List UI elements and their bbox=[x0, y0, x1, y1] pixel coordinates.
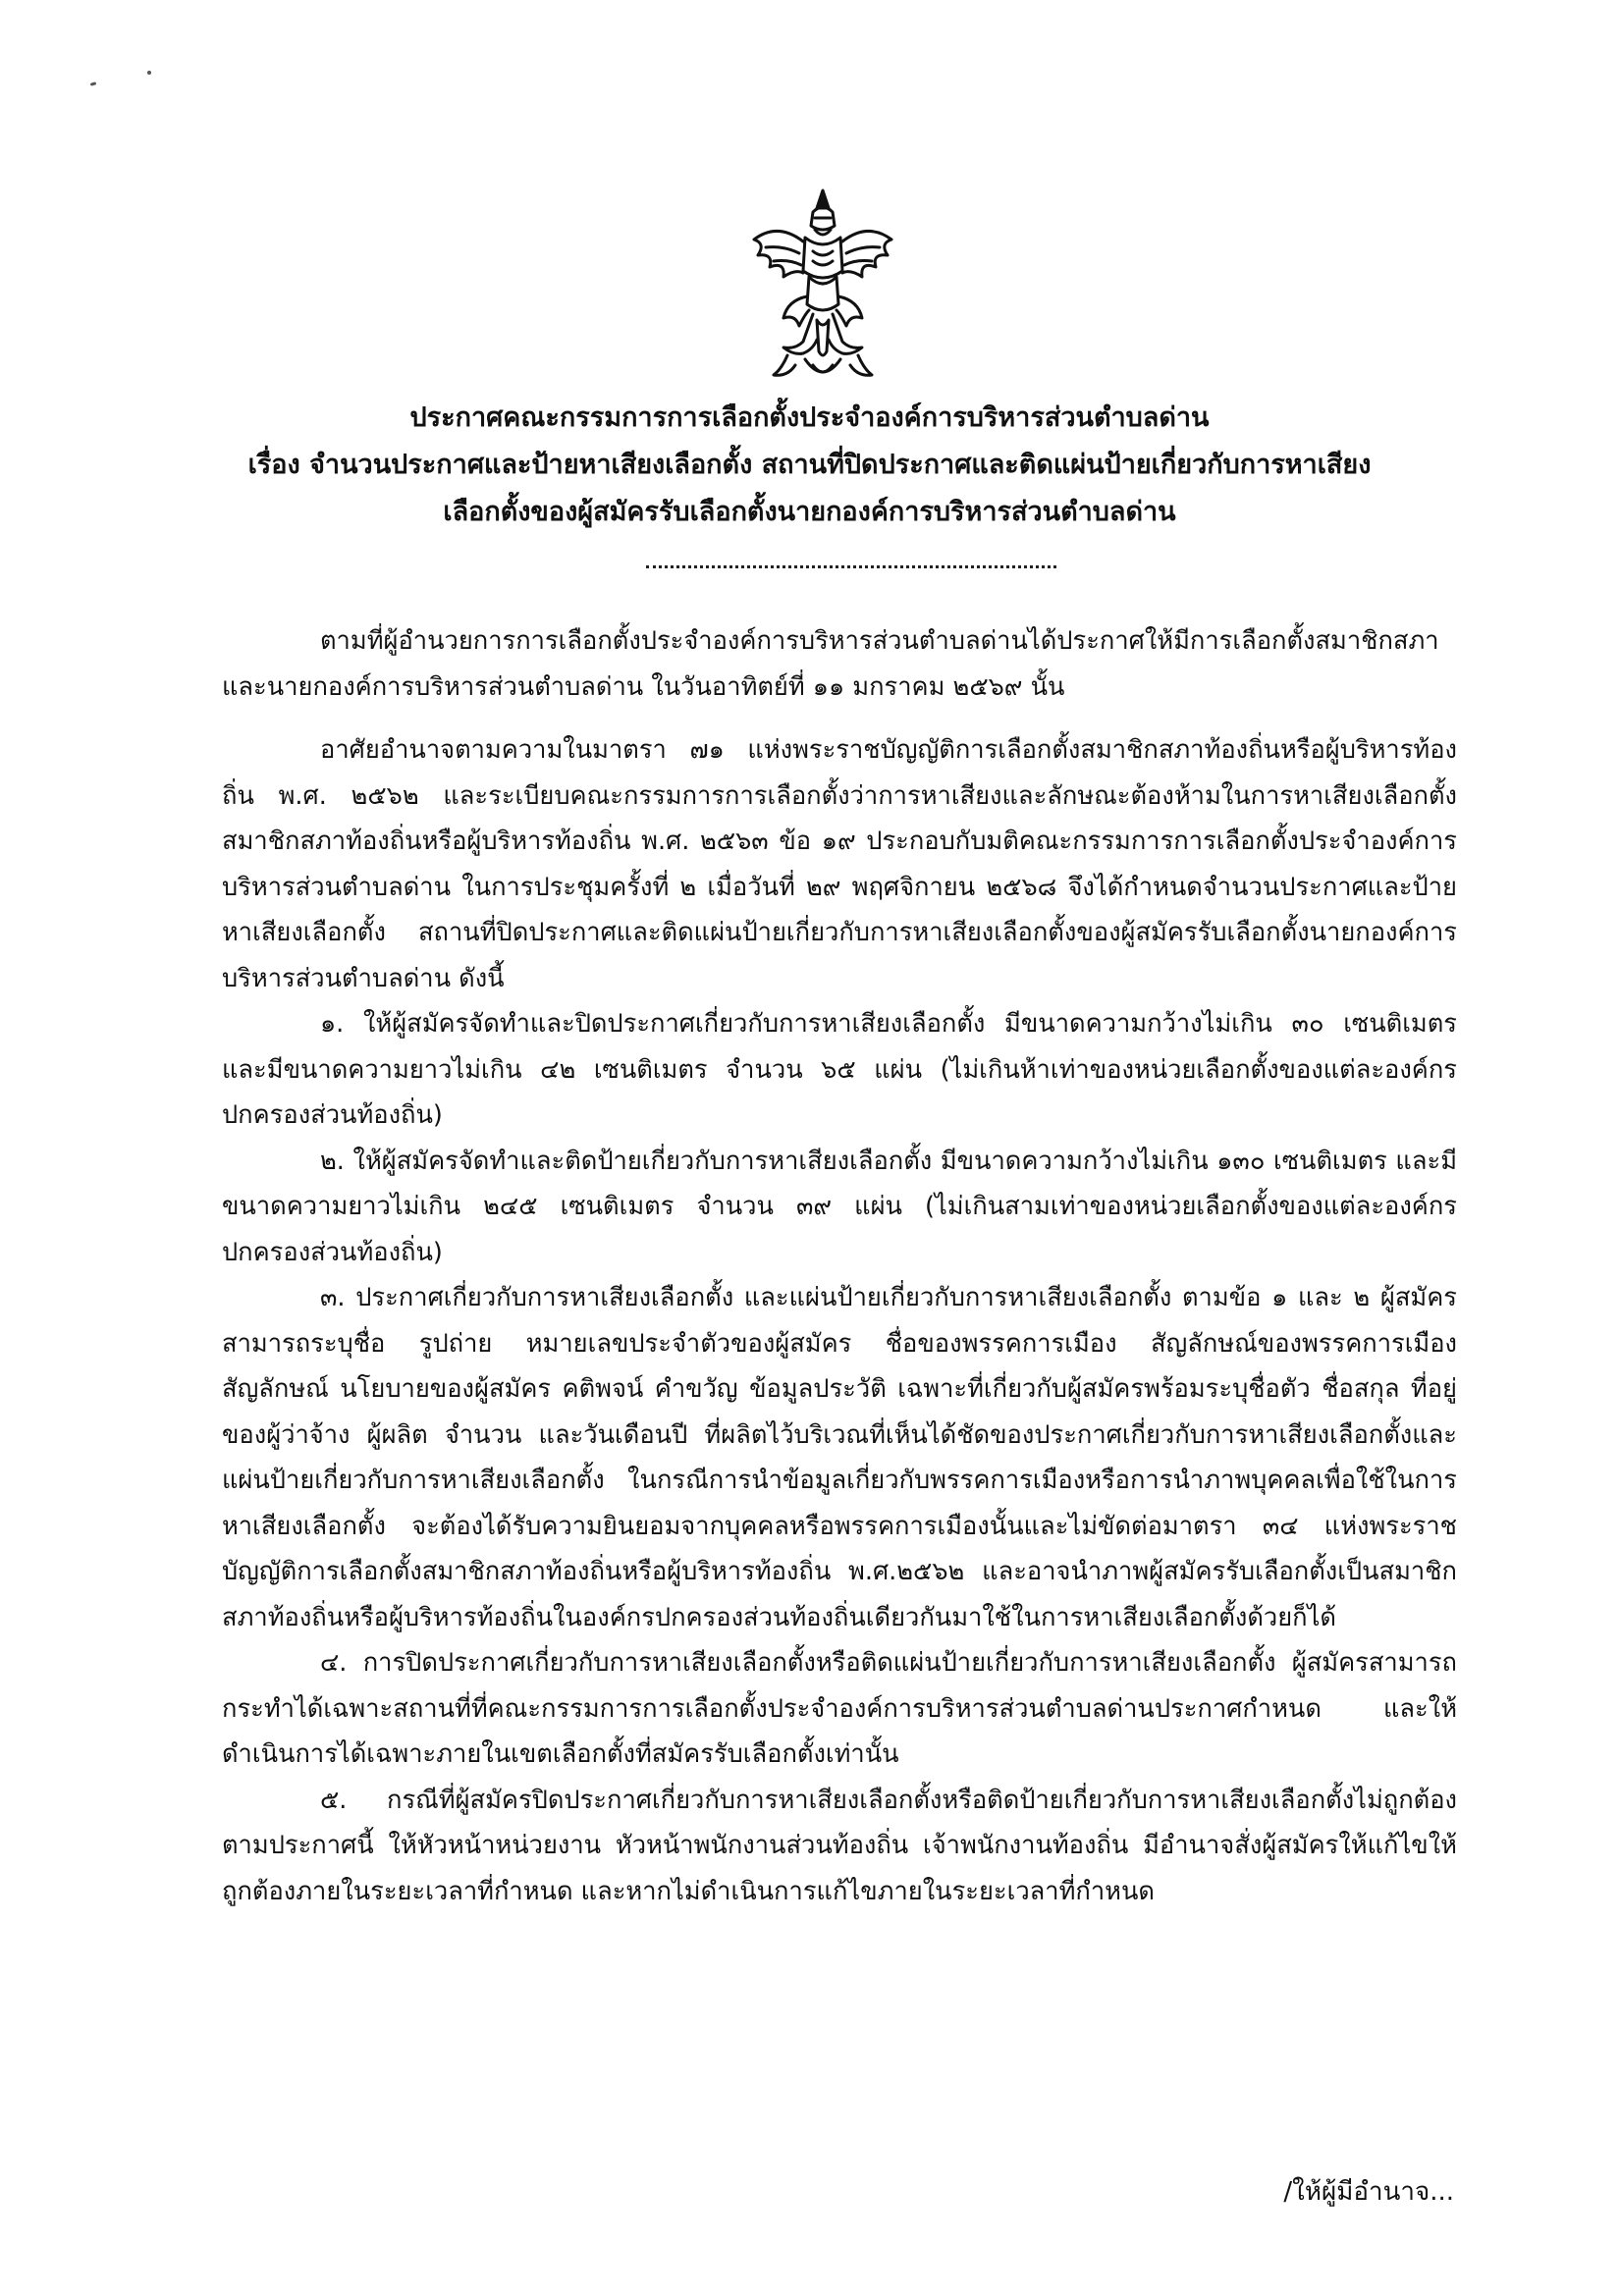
scan-speck bbox=[147, 71, 151, 75]
garuda-emblem-icon bbox=[744, 183, 901, 391]
title-line: เลือกตั้งของผู้สมัครรับเลือกตั้งนายกองค์การบริหารส่วนตำบลด่าน bbox=[443, 497, 1176, 527]
paragraph-item-4: ๔. การปิดประกาศเกี่ยวกับการหาเสียงเลือกตั้งหรือติดแผ่นป้ายเกี่ยวกับการหาเสียงเลือกตั้ง ผู้สมัครสามารถกระทำได้เฉพาะสถานที่ที่คณะกรรมการการเลือกตั้งประจำองค์การบริหารส่วนตำบลด่านประกาศกำหนด และให้ดำเนินการได้เฉพาะภายในเขตเลือกตั้งที่สมัครรับเลือกตั้งเท่านั้น bbox=[222, 1648, 1457, 1769]
paragraph-item-3: ๓. ประกาศเกี่ยวกับการหาเสียงเลือกตั้ง และแผ่นป้ายเกี่ยวกับการหาเสียงเลือกตั้ง ตามข้อ ๑ และ ๒ ผู้สมัครสามารถระบุชื่อ รูปถ่าย หมายเลขประจำตัวของผู้สมัคร ชื่อของพรรคการเมือง สัญลักษณ์ของพรรคการเมือง สัญลักษณ์ นโยบายของผู้สมัคร คติพจน์ คำขวัญ ข้อมูลประวัติ เฉพาะที่เกี่ยวกับผู้สมัครพร้อมระบุชื่อตัว ชื่อสกุล ที่อยู่ของผู้ว่าจ้าง ผู้ผลิต จำนวน และวันเดือนปี ที่ผลิตไว้บริเวณที่เห็นได้ชัดของประกาศเกี่ยวกับการหาเสียงเลือกตั้งและแผ่นป้ายเกี่ยวกับการหาเสียงเลือกตั้ง ในกรณีการนำข้อมูลเกี่ยวกับพรรคการเมืองหรือการนำภาพบุคคลเพื่อใช้ในการหาเสียงเลือกตั้ง จะต้องได้รับความยินยอมจากบุคคลหรือพรรคการเมืองนั้นและไม่ขัดต่อมาตรา ๓๔ แห่งพระราชบัญญัติการเลือกตั้งสมาชิกสภาท้องถิ่นหรือผู้บริหารท้องถิ่น พ.ศ.๒๕๖๒ และอาจนำภาพผู้สมัครรับเลือกตั้งเป็นสมาชิกสภาท้องถิ่นหรือผู้บริหารท้องถิ่นในองค์กรปกครองส่วนท้องถิ่นเดียวกันมาใช้ในการหาเสียงเลือกตั้งด้วยก็ได้ bbox=[222, 1283, 1457, 1632]
paragraph-item-1: ๑. ให้ผู้สมัครจัดทำและปิดประกาศเกี่ยวกับการหาเสียงเลือกตั้ง มีขนาดความกว้างไม่เกิน ๓๐ เซนติเมตร และมีขนาดความยาวไม่เกิน ๔๒ เซนติเมตร จำนวน ๖๕ แผ่น (ไม่เกินห้าเท่าของหน่วยเลือกตั้งของแต่ละองค์กรปกครองส่วนท้องถิ่น) bbox=[222, 1009, 1457, 1130]
paragraph: ตามที่ผู้อำนวยการการเลือกตั้งประจำองค์การบริหารส่วนตำบลด่านได้ประกาศให้มีการเลือกตั้งสมาชิกสภาและนายกองค์การบริหารส่วนตำบลด่าน ในวันอาทิตย์ที่ ๑๑ มกราคม ๒๕๖๙ นั้น bbox=[222, 626, 1439, 702]
announcement-title bbox=[147, 395, 1472, 536]
dotted-divider bbox=[646, 565, 1056, 568]
paragraph-item-5: ๕. กรณีที่ผู้สมัครปิดประกาศเกี่ยวกับการหาเสียงเลือกตั้งหรือติดป้ายเกี่ยวกับการหาเสียงเลือกตั้งไม่ถูกต้องตามประกาศนี้ ให้หัวหน้าหน่วยงาน หัวหน้าพนักงานส่วนท้องถิ่น เจ้าพนักงานท้องถิ่น มีอำนาจสั่งผู้สมัครให้แก้ไขให้ถูกต้องภายในระยะเวลาที่กำหนด และหากไม่ดำเนินการแก้ไขภายในระยะเวลาที่กำหนด bbox=[222, 1785, 1457, 1906]
document-body bbox=[222, 618, 1457, 1914]
paragraph: อาศัยอำนาจตามความในมาตรา ๗๑ แห่งพระราชบัญญัติการเลือกตั้งสมาชิกสภาท้องถิ่นหรือผู้บริหารท้องถิ่น พ.ศ. ๒๕๖๒ และระเบียบคณะกรรมการการเลือกตั้งว่าการหาเสียงและลักษณะต้องห้ามในการหาเสียงเลือกตั้งสมาชิกสภาท้องถิ่นหรือผู้บริหารท้องถิ่น พ.ศ. ๒๕๖๓ ข้อ ๑๙ ประกอบกับมติคณะกรรมการการเลือกตั้งประจำองค์การบริหารส่วนตำบลด่าน ในการประชุมครั้งที่ ๒ เมื่อวันที่ ๒๙ พฤศจิกายน ๒๕๖๘ จึงได้กำหนดจำนวนประกาศและป้ายหาเสียงเลือกตั้ง สถานที่ปิดประกาศและติดแผ่นป้ายเกี่ยวกับการหาเสียงเลือกตั้งของผู้สมัครรับเลือกตั้งนายกองค์การบริหารส่วนตำบลด่าน ดังนี้ bbox=[222, 735, 1457, 993]
scan-speck bbox=[90, 81, 97, 85]
continuation-note: /ให้ผู้มีอำนาจ... bbox=[1283, 2177, 1454, 2207]
title-line: เรื่อง จำนวนประกาศและป้ายหาเสียงเลือกตั้ง สถานที่ปิดประกาศและติดแผ่นป้ายเกี่ยวกับการหาเสียง bbox=[247, 450, 1372, 480]
paragraph-item-2: ๒. ให้ผู้สมัครจัดทำและติดป้ายเกี่ยวกับการหาเสียงเลือกตั้ง มีขนาดความกว้างไม่เกิน ๑๓๐ เซนติเมตร และมีขนาดความยาวไม่เกิน ๒๔๕ เซนติเมตร จำนวน ๓๙ แผ่น (ไม่เกินสามเท่าของหน่วยเลือกตั้งของแต่ละองค์กรปกครองส่วนท้องถิ่น) bbox=[222, 1146, 1457, 1267]
title-line: ประกาศคณะกรรมการการเลือกตั้งประจำองค์การบริหารส่วนตำบลด่าน bbox=[409, 402, 1210, 433]
